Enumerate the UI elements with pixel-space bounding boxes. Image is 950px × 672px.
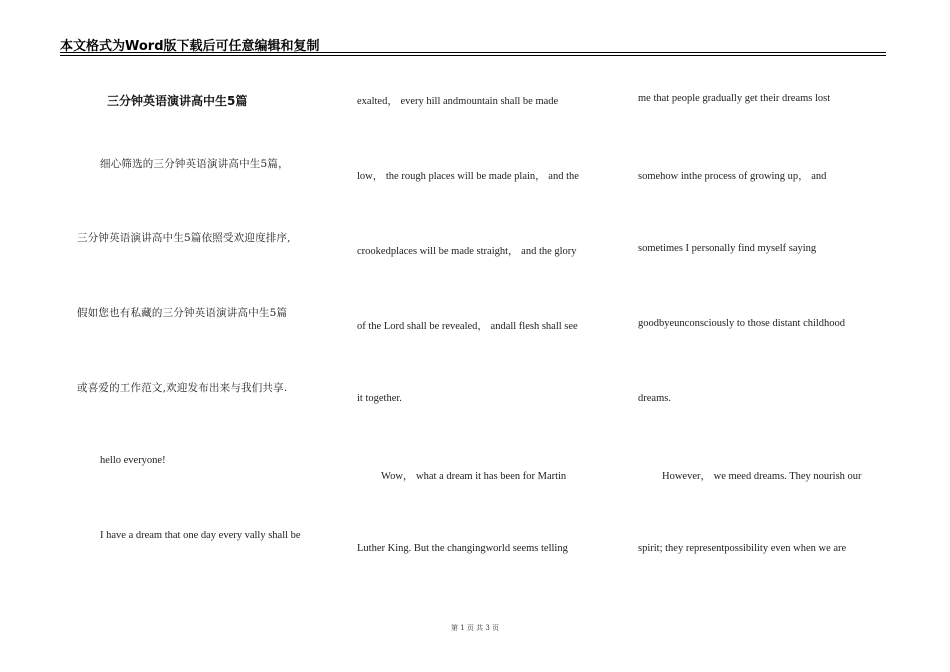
paragraph-line: hello everyone! [100,455,166,466]
header-rule-thick [60,52,886,53]
document-title: 三分钟英语演讲高中生5篇 [107,94,248,108]
page-number: 第 1 页 共 3 页 [450,624,500,632]
paragraph-line: 细心筛选的三分钟英语演讲高中生5篇， [100,158,289,170]
paragraph-line: 或喜爱的工作范文,欢迎发布出来与我们共享. [77,382,288,394]
paragraph-line: dreams. [638,393,671,404]
paragraph-line: 假如您也有私藏的三分钟英语演讲高中生5篇 [77,307,288,319]
paragraph-line: However， we meed dreams. They nourish our [662,471,862,482]
paragraph-line: low， the rough places will be made plain， and the [357,171,579,182]
paragraph-line: goodbyeunconsciously to those distant childhood [638,318,846,329]
paragraph-line: it together. [357,393,402,404]
paragraph-line: somehow inthe process of growing up， and [638,171,827,182]
paragraph-line: Wow， what a dream it has been for Martin [381,471,567,482]
paragraph-line: sometimes I personally find myself saying [638,243,817,254]
paragraph-line: 三分钟英语演讲高中生5篇依照受欢迎度排序, [77,232,291,244]
paragraph-line: exalted， every hill andmountain shall be made [357,96,559,107]
paragraph-line: spirit; they representpossibility even when we are [638,543,847,554]
paragraph-line: me that people gradually get their dreams lost [638,93,831,104]
paragraph-line: of the Lord shall be revealed， andall flesh shall see [357,321,578,332]
paragraph-line: crookedplaces will be made straight， and the glory [357,246,577,257]
paragraph-line: I have a dream that one day every vally shall be [100,530,301,541]
header-rule-thin [60,55,886,56]
paragraph-line: Luther King. But the changingworld seems telling [357,543,568,554]
download-banner: 本文格式为Word版下载后可任意编辑和复制 [60,39,320,54]
